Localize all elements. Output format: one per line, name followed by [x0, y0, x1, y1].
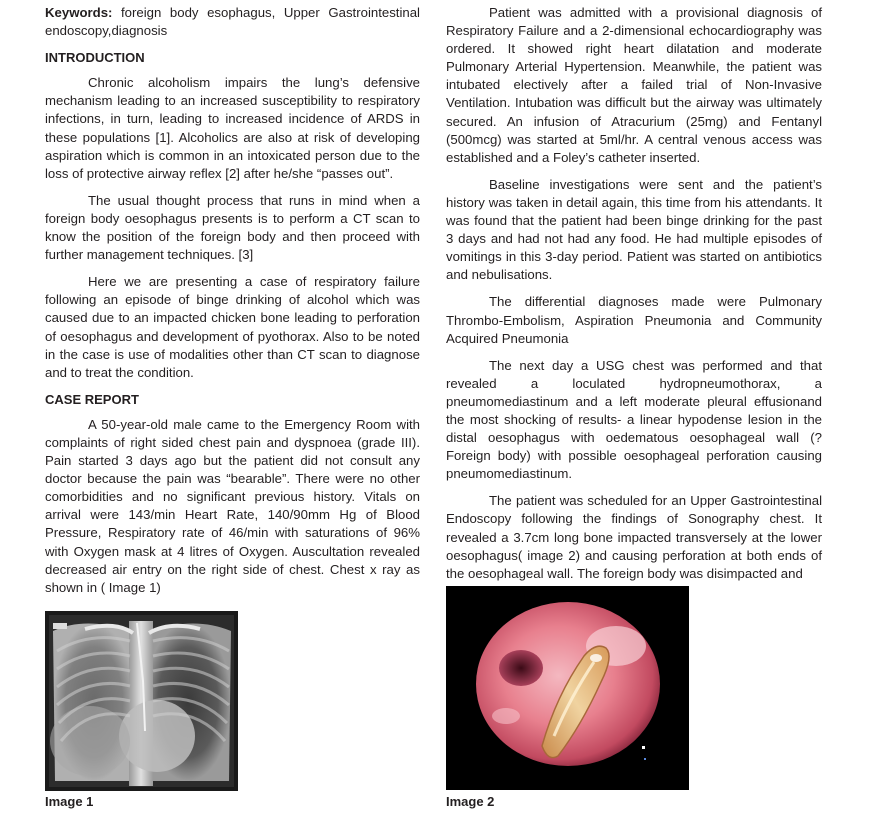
case-report-heading: CASE REPORT	[45, 391, 139, 407]
image-1-caption: Image 1	[45, 794, 94, 809]
intro-paragraph-2: The usual thought process that runs in mind when a foreign body oesophagus presents is to perform a CT scan to know the position of the foreign body and then proceed with further management techniques. [3]	[45, 192, 420, 263]
right-paragraph-4: The next day a USG chest was performed and that revealed a loculated hydropneumothorax, a pneumomediastinum and a left moderate pleural effusionand the most shocking of results- a linear hypodense lesion in the distal oesophagus with oedematous oesophageal wall (? Foreign body) with possible oesophageal perforation causing pneumomediastinum.	[446, 357, 822, 482]
right-column	[446, 4, 822, 583]
image-2-caption: Image 2	[446, 794, 495, 809]
keywords-text: foreign body esophagus, Upper Gastrointestinal endoscopy,diagnosis	[45, 5, 420, 39]
keywords-line	[45, 4, 420, 40]
intro-paragraph-1: Chronic alcoholism impairs the lung’s defensive mechanism leading to an increased susceptibility to respiratory infections, in turn, leading to increased incidence of ARDS in these populations [1]. Alcoholics are also at risk of developing aspiration which is common in an intoxicated person due to the loss of protective airway reflex [2] after he/she “passes out”.	[45, 75, 420, 181]
case-paragraph-1: A 50-year-old male came to the Emergency Room with complaints of right sided chest pain and dyspnoea (grade III). Pain started 3 days ago but the patient did not consult any doctor because the pain was “bearable”. There were no other comorbidities and no significant previous history. Vitals on arrival were 143/min Heart Rate, 140/90mm Hg of Blood Pressure, Respiratory rate of 46/min with saturations of 96% with Oxygen mask at 4 litres of Oxygen. Auscultation revealed decreased air entry on the right side of chest. Chest x ray as shown in ( Image 1)	[45, 416, 420, 595]
intro-paragraph-3: Here we are presenting a case of respiratory failure following an episode of binge drinking of alcohol which was caused due to an impacted chicken bone leading to perforation of oesophagus and development of pyothorax. Also to be noted in the case is use of modalities other than CT scan to diagnose and to treat the condition.	[45, 274, 420, 380]
right-paragraph-2: Baseline investigations were sent and the patient’s history was taken in detail again, this time from his attendants. It was found that the patient had been binge drinking for the past 3 days and had not had any food. He had multiple episodes of vomitings in this 3-day period. Patient was started on antibiotics and nebulisations.	[446, 176, 822, 283]
keywords-label: Keywords:	[45, 5, 113, 20]
chest-xray-image	[45, 611, 238, 791]
right-paragraph-3: The differential diagnoses made were Pulmonary Thrombo-Embolism, Aspiration Pneumonia and Community Acquired Pneumonia	[446, 294, 822, 346]
endoscopy-image	[446, 586, 689, 790]
left-column	[45, 4, 420, 597]
introduction-heading: INTRODUCTION	[45, 50, 145, 66]
right-paragraph-5: The patient was scheduled for an Upper Gastrointestinal Endoscopy following the findings of Sonography chest. It revealed a 3.7cm long bone impacted transversely at the lower oesophagus( image 2) and causing perforation at both ends of the oesophageal wall. The foreign body was disimpacted and	[446, 493, 822, 581]
right-paragraph-1: Patient was admitted with a provisional diagnosis of Respiratory Failure and a 2-dimensional echocardiography was ordered. It showed right heart dilatation and moderate Pulmonary Arterial Hypertension. Meanwhile, the patient was intubated electively after a failed trial of Non-Invasive Ventilation. Intubation was difficult but the airway was ultimately secured. An infusion of Atracurium (25mg) and Fentanyl (500mcg) was started at 5ml/hr. A central venous access was established and a Foley’s catheter inserted.	[446, 5, 822, 165]
